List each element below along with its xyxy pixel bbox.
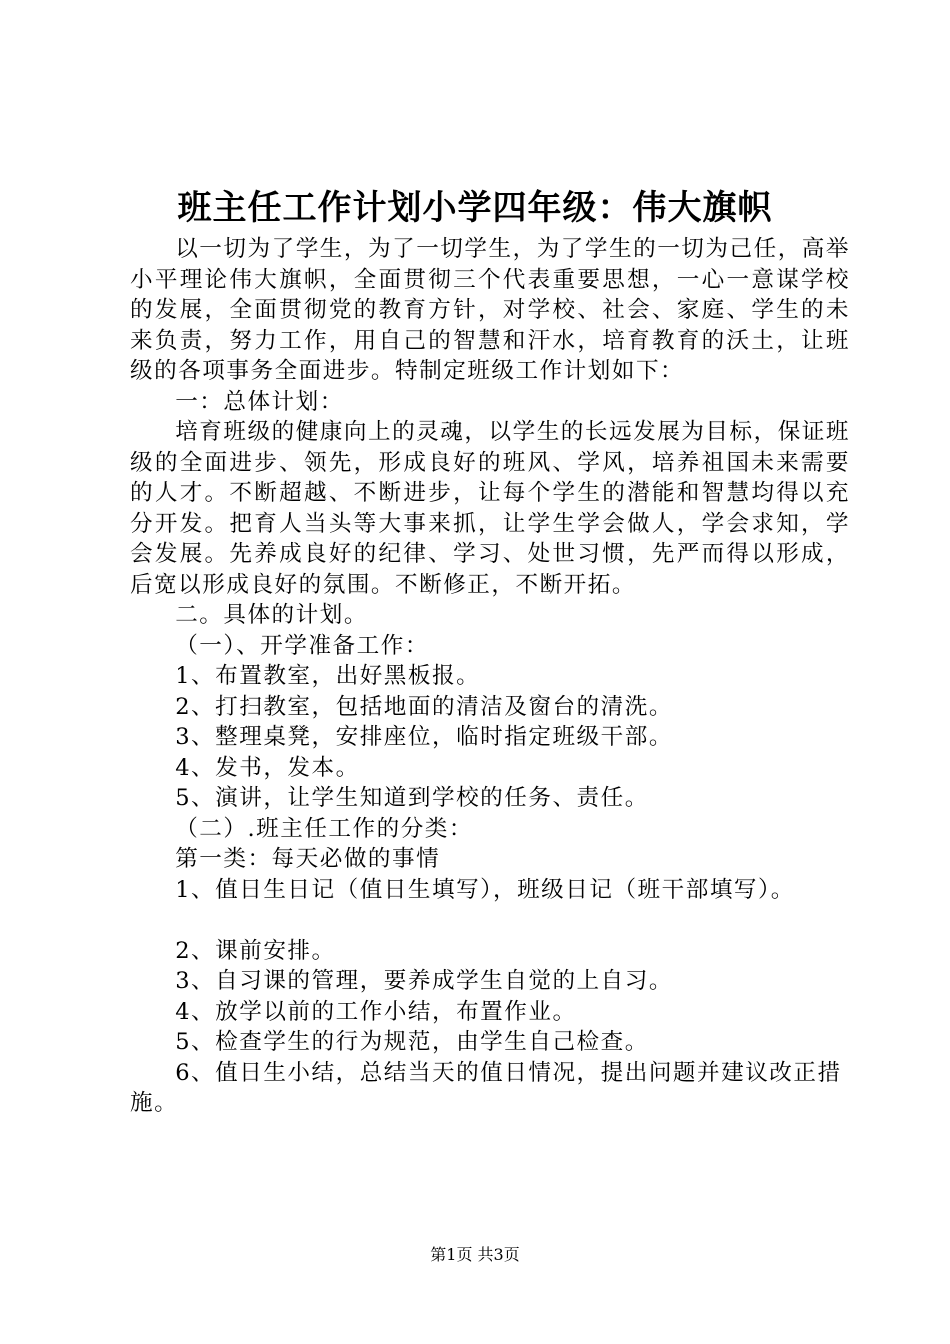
category1-heading: 第一类：每天必做的事情 <box>175 846 441 872</box>
list-item: 2、课前安排。 <box>175 937 336 964</box>
document-title: 班主任工作计划小学四年级：伟大旗帜 <box>177 188 773 228</box>
document-body <box>130 234 850 1119</box>
blank-line <box>130 905 850 936</box>
list-item: 5、检查学生的行为规范，由学生自己检查。 <box>175 1029 649 1055</box>
list-item: 1、值日生日记（值日生填写），班级日记（班干部填写）。 <box>175 876 795 903</box>
list-item: 3、整理桌凳，安排座位，临时指定班级干部。 <box>175 724 673 750</box>
list-item: 6、值日生小结，总结当天的值日情况，提出问题并建议改正措施。 <box>130 1059 842 1116</box>
section2-heading: 二。具体的计划。 <box>175 602 368 628</box>
list-item: 5、演讲，让学生知道到学校的任务、责任。 <box>175 785 649 811</box>
section1-paragraph: 培育班级的健康向上的灵魂，以学生的长远发展为目标，保证班级的全面进步、领先，形成良好的班风、学风，培养祖国未来需要的人才。不断超越、不断进步，让每个学生的潜能和智慧均得以充分开发。把育人当头等大事来抓，让学生学会做人，学会求知，学会发展。先养成良好的纪律、学习、处世习惯，先严而得以形成，后宽以形成良好的氛围。不断修正，不断开拓。 <box>130 419 850 598</box>
subsection2-heading: （二）.班主任工作的分类： <box>175 815 473 842</box>
list-item: 4、发书，发本。 <box>175 754 360 781</box>
list-item: 1、布置教室，出好黑板报。 <box>175 663 481 689</box>
list-item: 2、打扫教室，包括地面的清洁及窗台的清洗。 <box>175 693 673 720</box>
section1-heading: 一：总体计划： <box>175 388 344 415</box>
intro-paragraph: 以一切为了学生，为了一切学生，为了学生的一切为己任，高举小平理论伟大旗帜，全面贯彻三个代表重要思想，一心一意谋学校的发展，全面贯彻党的教育方针，对学校、社会、家庭、学生的未来负责，努力工作，用自己的智慧和汗水，培育教育的沃土，让班级的各项事务全面进步。特制定班级工作计划如下： <box>130 236 850 384</box>
list-item: 3、自习课的管理，要养成学生自觉的上自习。 <box>175 968 673 994</box>
page-footer: 第1页 共3页 <box>430 1245 520 1264</box>
subsection1-heading: （一）、开学准备工作： <box>175 632 429 659</box>
list-item: 4、放学以前的工作小结，布置作业。 <box>175 998 577 1025</box>
